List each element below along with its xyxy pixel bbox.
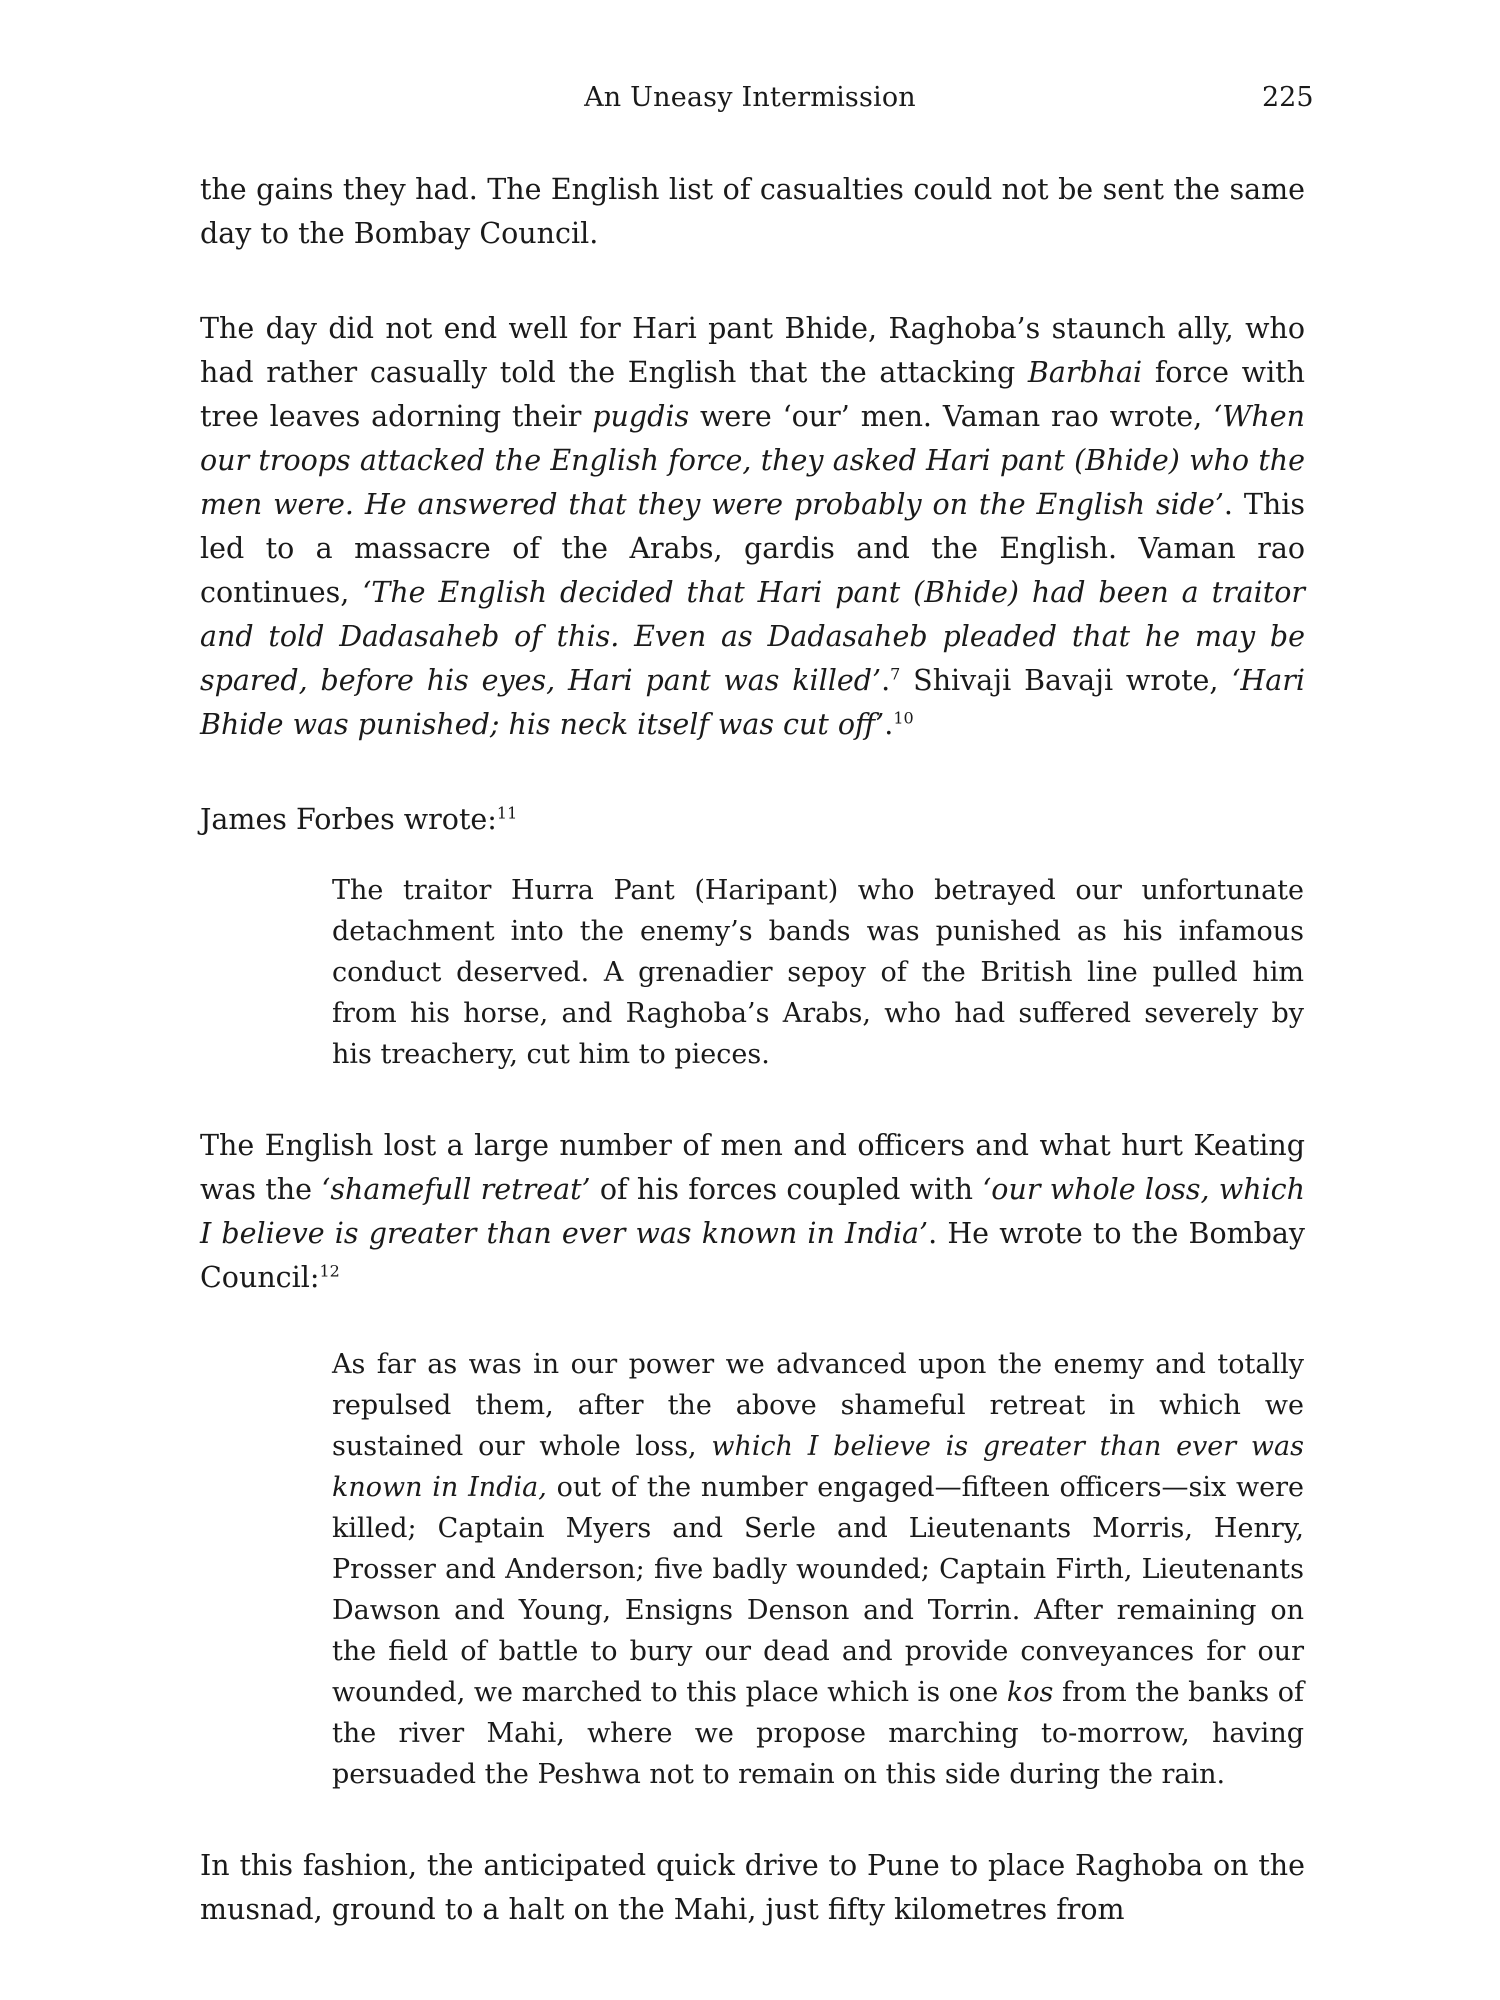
page-number: 225 — [1262, 82, 1314, 113]
p2-text: were ‘our’ men. Vaman rao wrote, — [689, 400, 1214, 433]
footnote-ref: 12 — [319, 1261, 340, 1281]
p3-text: James Forbes wrote: — [200, 803, 497, 836]
paragraph-1-text: the gains they had. The English list of casualties could not be sent the same day to the Bombay Council. — [200, 173, 1305, 250]
paragraph-1 — [200, 168, 1305, 256]
footnote-ref: 7 — [890, 664, 901, 684]
quote-text: The traitor Hurra Pant (Haripant) who betrayed our unfortunate detachment into the enemy’s bands was punished as his infamous conduct deserved. A grenadier sepoy of the British line pulled him from his horse, and Raghoba’s Arabs, who had suffered severely by his treachery, cut him to pieces. — [332, 875, 1304, 1070]
p2-quote: ‘When our troops attacked the English force, they asked Hari pant (Bhide) who the men were. He answered that they were probably on the English side’ — [200, 400, 1305, 521]
p4-text: . He wrote to the Bombay Council: — [200, 1217, 1306, 1294]
running-title: An Uneasy Intermission — [584, 82, 916, 113]
quote-italic: kos — [1006, 1677, 1054, 1708]
footnote-ref: 11 — [496, 803, 518, 823]
p2-quote: ‘The English decided that Hari pant (Bhide) had been a traitor and told Dadasaheb of this. Even as Dadasaheb pleaded that he may be spared, before his eyes, Hari pant was killed’ — [200, 576, 1305, 697]
block-quote-keating — [332, 1344, 1304, 1795]
p4-text: The English lost a large number of men and officers and what hurt Keating was the — [200, 1129, 1305, 1206]
p2-italic-term: Barbhai — [1027, 356, 1143, 389]
quote-text: As far as was in our power we advanced upon the enemy and totally repulsed them, after the above shameful retreat in which we sustained our whole loss, — [332, 1349, 1304, 1462]
footnote-ref: 10 — [893, 708, 914, 728]
p2-text: . This led to a massacre of the Arabs, gardis and the English. Vaman rao continues, — [200, 488, 1305, 609]
p2-text: Shivaji Bavaji wrote, — [900, 664, 1232, 697]
running-head — [0, 82, 1500, 122]
p2-text: The day did not end well for Hari pant Bhide, Raghoba’s staunch ally, who had rather casually told the English that the attacking — [200, 312, 1305, 389]
p2-quote: ‘Hari Bhide was punished; his neck itself was cut off’ — [200, 664, 1306, 741]
quote-text: out of the number engaged—fifteen officers—six were killed; Captain Myers and Serle and Lieutenants Morris, Henry, Prosser and Anderson; five badly wounded; Captain Firth, Lieutenants Dawson and Young, Ensigns Denson and Torrin. After remaining on the field of battle to bury our dead and provide conveyances for our wounded, we marched to this place which is one — [332, 1472, 1304, 1708]
paragraph-5-text: In this fashion, the anticipated quick drive to Pune to place Raghoba on the musnad, ground to a halt on the Mahi, just fifty kilometres from — [200, 1849, 1305, 1926]
p2-text: . — [881, 664, 891, 697]
block-quote-forbes — [332, 870, 1304, 1075]
p2-italic-term: pugdis — [592, 400, 690, 433]
p4-quote: ‘our whole loss, which I believe is greater than ever was known in India’ — [200, 1173, 1305, 1250]
paragraph-4 — [200, 1124, 1305, 1300]
p2-text: . — [884, 708, 894, 741]
paragraph-5 — [200, 1844, 1305, 1932]
p4-text: of his forces coupled with — [590, 1173, 983, 1206]
p4-quote: ‘shamefull retreat’ — [321, 1173, 591, 1206]
quote-italic: which I believe is greater than ever was known in India, — [332, 1431, 1304, 1503]
p2-text: force with tree leaves adorning their — [200, 356, 1305, 433]
paragraph-3 — [200, 798, 1305, 842]
quote-text: from the banks of the river Mahi, where we propose marching to-morrow, having persuaded the Peshwa not to remain on this side during the rain. — [332, 1677, 1304, 1790]
paragraph-2 — [200, 307, 1305, 747]
